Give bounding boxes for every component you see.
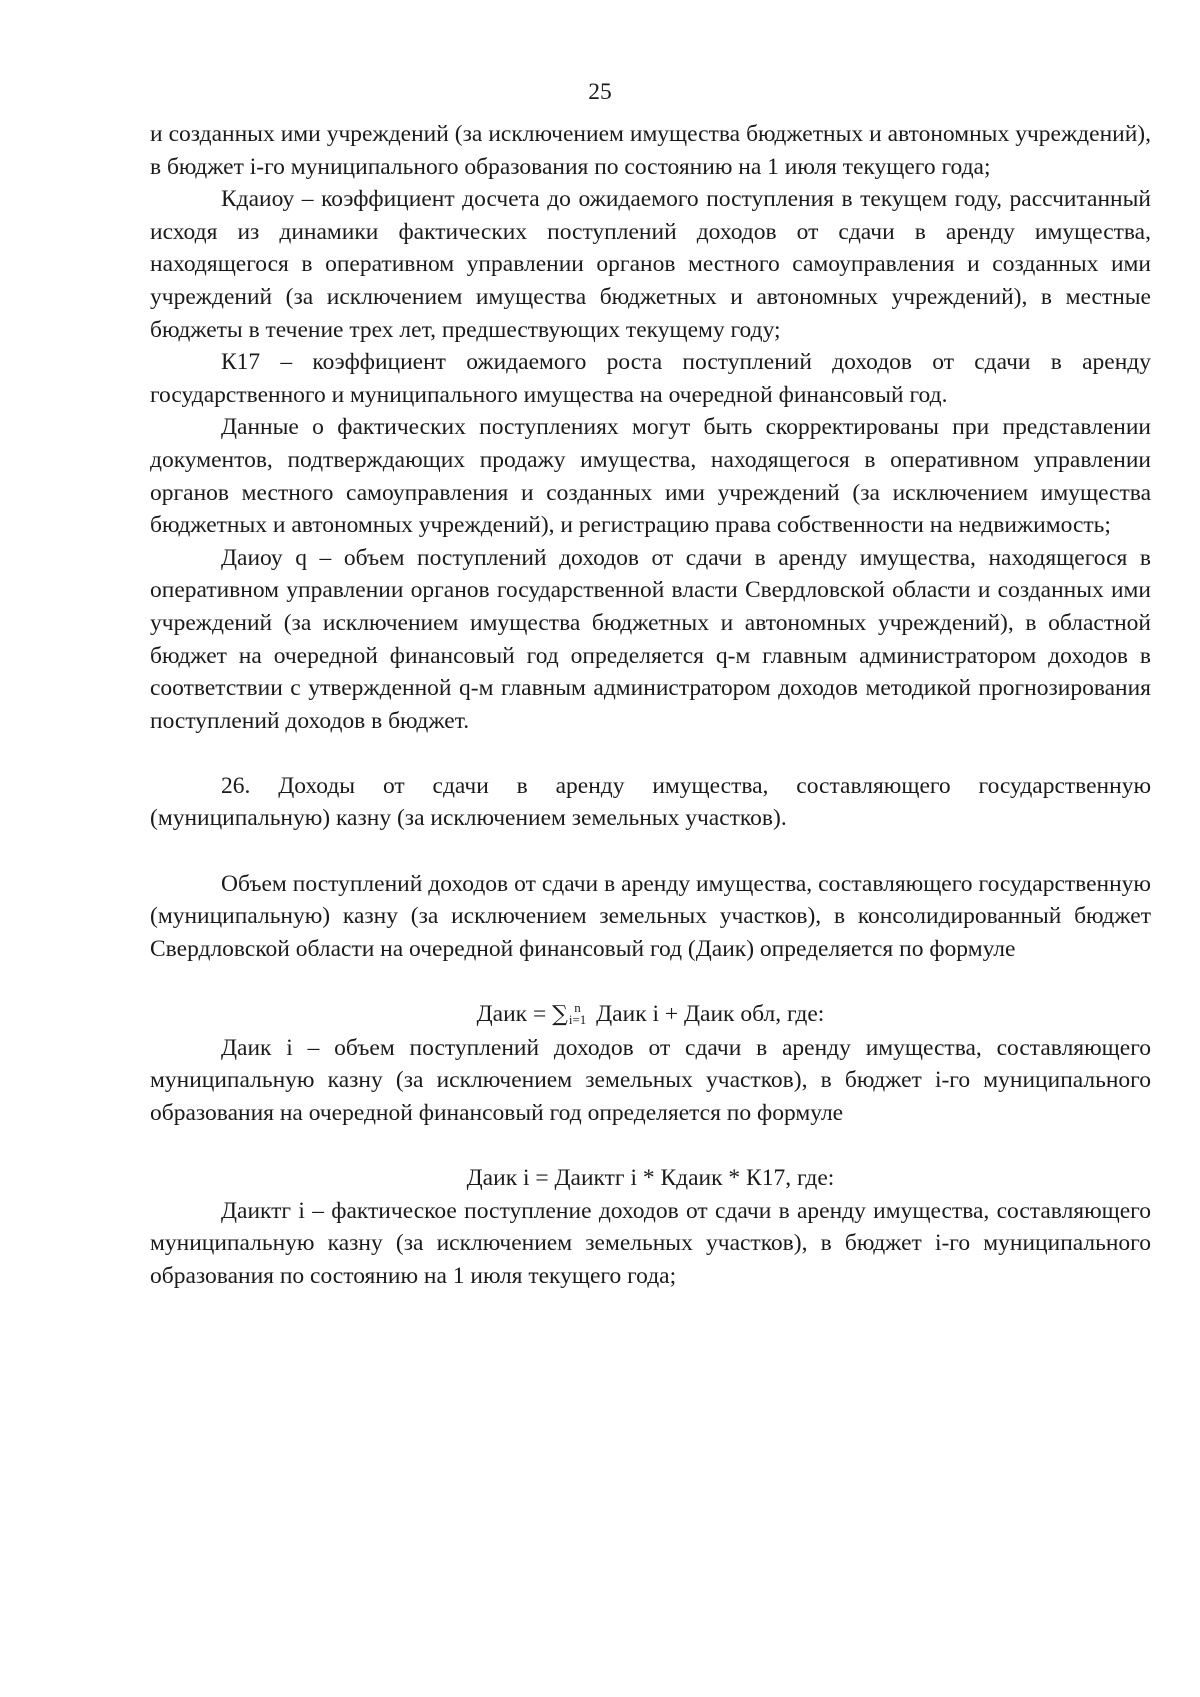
formula-daik-i: Даик i = Даиктг i * Кдаик * К17, где: (466, 1165, 835, 1191)
page-number: 25 (588, 79, 612, 105)
spacer (150, 1129, 1151, 1162)
paragraph-kdaiou-definition: Кдаиоу – коэффициент досчета до ожидаемого поступления в текущем году, рассчитанный исходя из динамики фактических поступлений доходов от сдачи в аренду имущества, находящегося в оперативном управлении органов местного самоуправления и созданных ими учреждений (за исключением имущества бюджетных и автономных учреждений), в местные бюджеты в течение трех лет, предшествующих текущему году; (150, 186, 1151, 343)
paragraph-continuation: и созданных ими учреждений (за исключением имущества бюджетных и автономных учреждений), в бюджет i-го муниципального образования по состоянию на 1 июля текущего года; (150, 121, 1151, 180)
paragraph-k17-definition: К17 – коэффициент ожидаемого роста поступлений доходов от сдачи в аренду государственного и муниципального имущества на очередной финансовый год. (150, 349, 1151, 408)
paragraph-daik-intro: Объем поступлений доходов от сдачи в аренду имущества, составляющего государственную (муниципальную) казну (за исключением земельных участков), в консолидированный бюджет Свердловской области на очередной финансовый год (Даик) определяется по формуле (150, 870, 1151, 962)
formula-daik-lhs: Даик = (476, 1001, 553, 1028)
formula-daik-rhs: Даик i + Даик обл, где: (590, 1001, 825, 1028)
formula-daik (150, 998, 1151, 1032)
sum-upper-limit: n (574, 999, 581, 1015)
sum-limits (568, 999, 587, 1027)
paragraph-daiou-q-definition: Даиоу q – объем поступлений доходов от сдачи в аренду имущества, находящегося в оперативном управлении органов государственной власти Свердловской области и созданных ими учреждений (за исключением имущества бюджетных и автономных учреждений), в областной бюджет на очередной финансовый год определяется q-м главным администратором доходов в соответствии с утвержденной q-м главным администратором доходов методикой прогнозирования поступлений доходов в бюджет. (150, 544, 1151, 734)
spacer (150, 737, 1151, 770)
paragraph-daik-i-definition: Даик i – объем поступлений доходов от сдачи в аренду имущества, составляющего муниципальную казну (за исключением земельных участков), в бюджет i-го муниципального образования на очередной финансовый год определяется по формуле (150, 1034, 1151, 1126)
spacer (150, 835, 1151, 868)
sum-sign: ∑ (552, 1002, 568, 1028)
document-body (150, 118, 1151, 1292)
section-26-heading: 26. Доходы от сдачи в аренду имущества, составляющего государственную (муниципальную) казну (за исключением земельных участков). (150, 772, 1151, 832)
spacer (150, 965, 1151, 998)
paragraph-daiktg-i-definition: Даиктг i – фактическое поступление доходов от сдачи в аренду имущества, составляющего муниципальную казну (за исключением земельных участков), в бюджет i-го муниципального образования по состоянию на 1 июля текущего года; (150, 1197, 1151, 1289)
paragraph-actual-receipts-note: Данные о фактических поступлениях могут быть скорректированы при представлении документов, подтверждающих продажу имущества, находящегося в оперативном управлении органов местного самоуправления и созданных ими учреждений (за исключением имущества бюджетных и автономных учреждений), и регистрацию права собственности на недвижимость; (150, 414, 1151, 539)
sum-lower-limit: i=1 (568, 1011, 587, 1027)
